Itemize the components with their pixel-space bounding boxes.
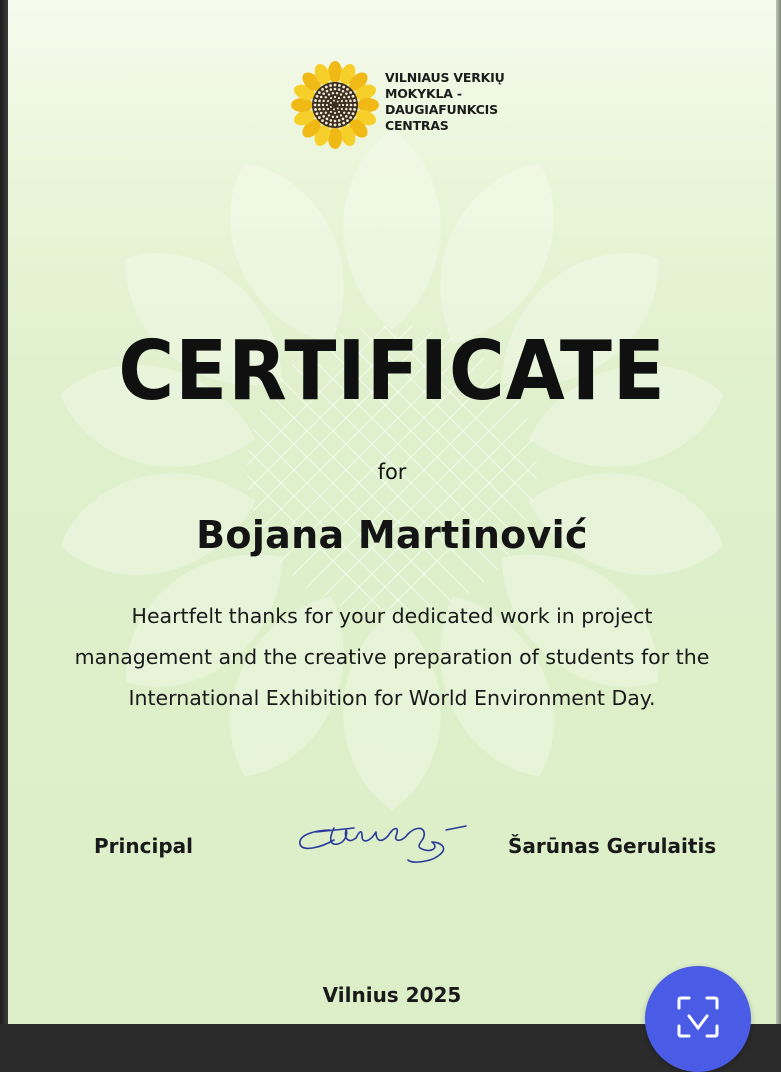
certificate-title: CERTIFICATE xyxy=(118,324,666,419)
for-label: for xyxy=(377,460,407,484)
certificate-page xyxy=(8,0,776,1024)
background-leaf-ornament xyxy=(8,0,776,1024)
recipient-name: Bojana Martinović xyxy=(196,513,588,557)
school-name-line: DAUGIAFUNKCIS xyxy=(385,102,498,117)
school-name-line: CENTRAS xyxy=(385,118,449,133)
school-name-line: VILNIAUS VERKIŲ xyxy=(385,70,505,85)
scan-document-button[interactable] xyxy=(645,966,751,1072)
signatory-role: Principal xyxy=(94,834,193,858)
message-line: Heartfelt thanks for your dedicated work in project xyxy=(131,604,653,628)
sunflower-icon xyxy=(290,60,380,150)
message-line: management and the creative preparation of students for the xyxy=(74,645,710,669)
scan-document-icon xyxy=(675,994,721,1040)
certificate-message xyxy=(58,596,726,719)
place-and-year: Vilnius 2025 xyxy=(322,983,462,1007)
school-name-line: MOKYKLA - xyxy=(385,86,462,101)
viewer-left-edge xyxy=(0,0,8,1024)
viewer-right-edge xyxy=(776,0,781,1024)
message-line: International Exhibition for World Environment Day. xyxy=(128,686,656,710)
school-name xyxy=(385,70,545,134)
signature xyxy=(290,818,480,870)
signatory-name: Šarūnas Gerulaitis xyxy=(508,834,717,858)
